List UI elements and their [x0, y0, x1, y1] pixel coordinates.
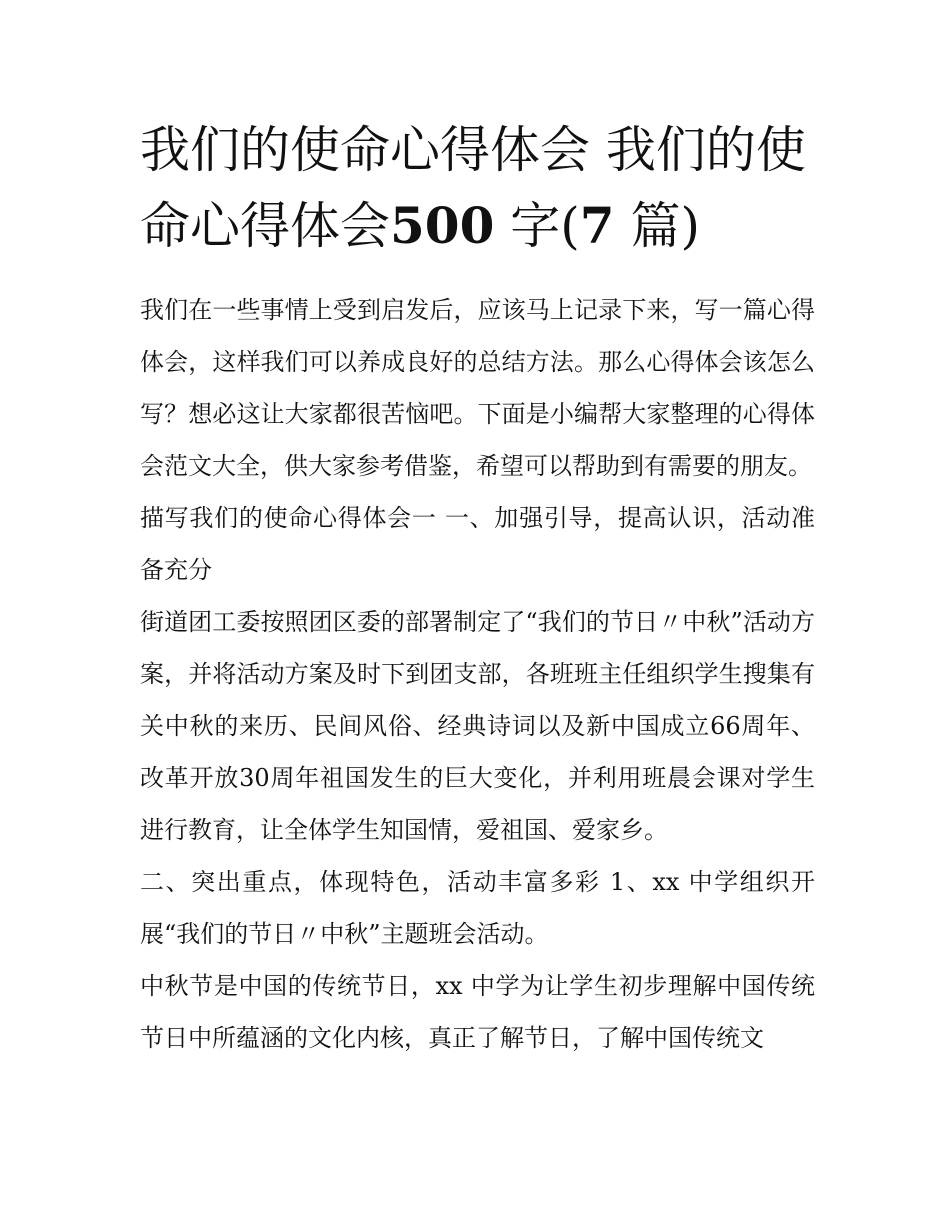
document-content: [140, 112, 815, 1064]
title-text-part1: 我们的使命心得体会 我们的使命心得体会: [140, 121, 806, 255]
title-number-7: 7: [579, 196, 615, 255]
document-body: [140, 284, 815, 1064]
document-title: [140, 112, 815, 264]
title-number-500: 500: [390, 196, 495, 255]
paragraph-intro: 我们在一些事情上受到启发后，应该马上记录下来，写一篇心得体会，这样我们可以养成良好的总结方法。那么心得体会该怎么写？想必这让大家都很苦恼吧。下面是小编帮大家整理的心得体会范文大全，供大家参考借鉴，希望可以帮助到有需要的朋友。: [140, 296, 815, 480]
paragraph-section-two-heading: 二、突出重点，体现特色，活动丰富多彩 1、xx 中学组织开展“我们的节日〃中秋”主题班会活动。: [140, 868, 815, 948]
paragraph-section-one-heading: 描写我们的使命心得体会一 一、加强引导，提高认识，活动准备充分: [140, 504, 815, 584]
title-text-part2: 字(: [494, 197, 580, 255]
paragraph-mid-autumn: 中秋节是中国的传统节日，xx 中学为让学生初步理解中国传统节日中所蕴涵的文化内核，真正了解节日，了解中国传统文: [140, 972, 815, 1052]
title-text-part3: 篇): [614, 197, 700, 255]
paragraph-activity-plan: 街道团工委按照团区委的部署制定了“我们的节日〃中秋”活动方案，并将活动方案及时下到团支部，各班班主任组织学生搜集有关中秋的来历、民间风俗、经典诗词以及新中国成立66周年、改革开放30周年祖国发生的巨大变化，并利用班晨会课对学生进行教育，让全体学生知国情，爱祖国、爱家乡。: [140, 608, 815, 844]
